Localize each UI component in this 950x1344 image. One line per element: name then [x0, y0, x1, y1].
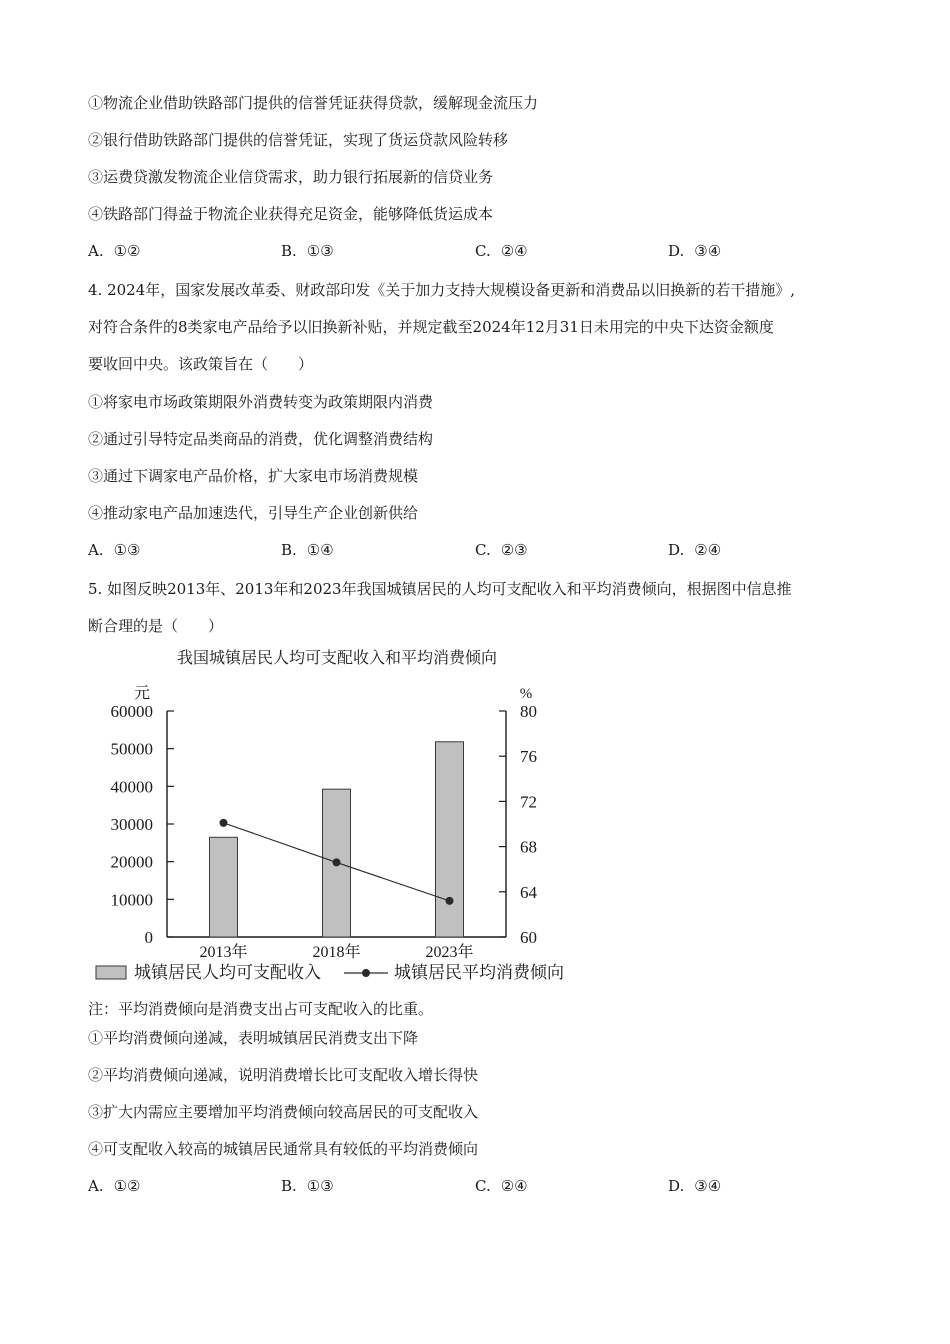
q4-options [88, 541, 888, 561]
y-tick-label: 0 [144, 928, 153, 947]
q3-statement-4: ④铁路部门得益于物流企业获得充足资金，能够降低货运成本 [88, 205, 494, 223]
q4-option-b[interactable]: B. ①④ [281, 541, 334, 559]
q4-stem-line-1: 4. 2024年，国家发展改革委、财政部印发《关于加力支持大规模设备更新和消费品以旧换新的若干措施》, [88, 281, 796, 299]
x-tick-label: 2018年 [312, 944, 361, 961]
q4-statement-4: ④推动家电产品加速迭代，引导生产企业创新供给 [88, 504, 419, 522]
q5-statement-3: ③扩大内需应主要增加平均消费倾向较高居民的可支配收入 [88, 1103, 479, 1121]
legend-bar-swatch [96, 966, 126, 979]
y2-tick-label: 60 [520, 928, 537, 947]
bar-2013年 [210, 837, 238, 937]
q5-statement-2: ②平均消费倾向递减，说明消费增长比可支配收入增长得快 [88, 1066, 479, 1084]
x-tick-label: 2013年 [199, 944, 248, 961]
q4-stem-line-3: 要收回中央。该政策旨在（ ） [88, 355, 314, 373]
q4-stem-line-2: 对符合条件的8类家电产品给予以旧换新补贴，并规定截至2024年12月31日未用完的中央下达资金额度 [88, 318, 774, 336]
q3-option-b[interactable]: B. ①③ [281, 242, 334, 260]
q5-statement-4: ④可支配收入较高的城镇居民通常具有较低的平均消费倾向 [88, 1140, 479, 1158]
legend-line-label: 城镇居民平均消费倾向 [394, 963, 564, 982]
q5-option-b[interactable]: B. ①③ [281, 1177, 334, 1195]
y-tick-label: 40000 [110, 777, 153, 797]
q4-option-d[interactable]: D. ②④ [668, 541, 722, 559]
q3-options [88, 242, 888, 262]
income-consumption-chart [88, 640, 608, 996]
q4-statement-1: ①将家电市场政策期限外消费转变为政策期限内消费 [88, 393, 434, 411]
y-axis-unit: 元 [133, 685, 151, 702]
q4-statement-3: ③通过下调家电产品价格，扩大家电市场消费规模 [88, 467, 419, 485]
q5-option-c[interactable]: C. ②④ [475, 1177, 528, 1195]
y-tick-label: 50000 [110, 739, 153, 759]
y2-tick-label: 76 [520, 747, 537, 767]
q5-options [88, 1177, 888, 1197]
bar-2023年 [436, 742, 464, 937]
y-tick-label: 60000 [110, 702, 153, 721]
y2-tick-label: 68 [520, 837, 537, 857]
q3-option-a[interactable]: A. ①② [88, 242, 141, 260]
consumption-point-2023年 [446, 897, 454, 905]
y-tick-label: 30000 [110, 815, 153, 834]
y-tick-label: 10000 [110, 890, 153, 910]
q3-statement-1: ①物流企业借助铁路部门提供的信誉凭证获得贷款，缓解现金流压力 [88, 94, 539, 112]
q3-option-c[interactable]: C. ②④ [475, 242, 528, 260]
q3-option-d[interactable]: D. ③④ [668, 242, 722, 260]
q5-stem-line-2: 断合理的是（ ） [88, 617, 224, 635]
y-tick-label: 20000 [110, 852, 153, 872]
y2-tick-label: 64 [520, 882, 537, 902]
chart-note: 注：平均消费倾向是消费支出占可支配收入的比重。 [88, 1000, 434, 1018]
q5-stem-line-1: 5. 如图反映2013年、2013年和2023年我国城镇居民的人均可支配收入和平均消费倾向，根据图中信息推 [88, 580, 792, 598]
legend-bar-label: 城镇居民人均可支配收入 [134, 963, 321, 982]
q4-option-c[interactable]: C. ②③ [475, 541, 528, 559]
q4-statement-2: ②通过引导特定品类商品的消费，优化调整消费结构 [88, 430, 434, 448]
consumption-point-2018年 [333, 858, 341, 866]
y2-tick-label: 80 [520, 702, 537, 721]
q5-option-d[interactable]: D. ③④ [668, 1177, 722, 1195]
q5-statement-1: ①平均消费倾向递减，表明城镇居民消费支出下降 [88, 1029, 419, 1047]
x-tick-label: 2023年 [425, 944, 474, 961]
y2-tick-label: 72 [520, 792, 537, 812]
chart-title: 我国城镇居民人均可支配收入和平均消费倾向 [176, 650, 498, 667]
q5-option-a[interactable]: A. ①② [88, 1177, 141, 1195]
y2-axis-unit: % [519, 686, 533, 702]
legend-line-marker [362, 969, 370, 977]
q3-statement-2: ②银行借助铁路部门提供的信誉凭证，实现了货运贷款风险转移 [88, 131, 509, 149]
q4-option-a[interactable]: A. ①③ [88, 541, 141, 559]
q3-statement-3: ③运费贷激发物流企业信贷需求，助力银行拓展新的信贷业务 [88, 168, 494, 186]
consumption-point-2013年 [220, 819, 228, 827]
